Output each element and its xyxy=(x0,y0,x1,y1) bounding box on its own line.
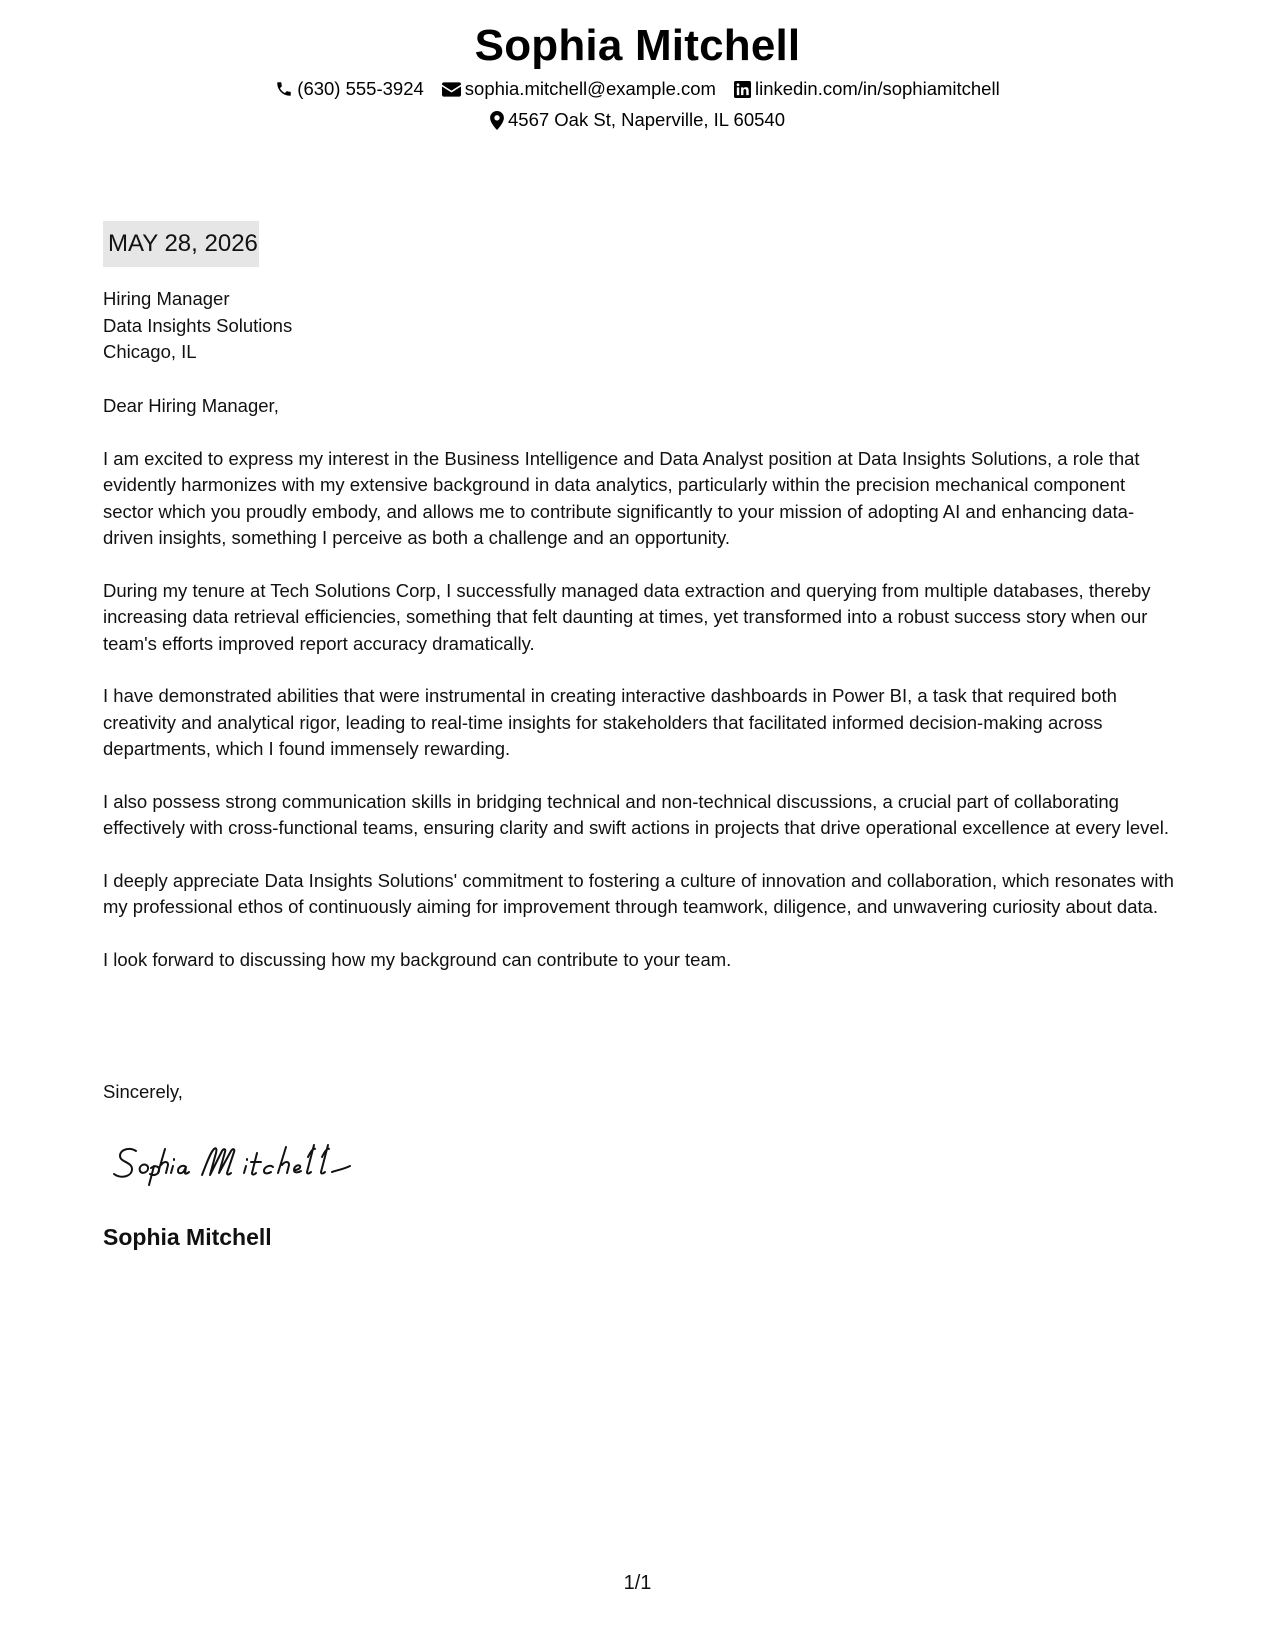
contact-phone xyxy=(275,76,424,102)
page-indicator: 1/1 xyxy=(623,1572,652,1594)
phone-icon xyxy=(275,80,293,98)
linkedin-url[interactable]: linkedin.com/in/sophiamitchell xyxy=(754,78,1000,99)
envelope-icon xyxy=(442,82,461,97)
letter-date: MAY 28, 2026 xyxy=(108,230,258,257)
recipient-location: Chicago, IL xyxy=(103,341,197,362)
salutation: Dear Hiring Manager, xyxy=(103,395,279,416)
body-paragraph: I look forward to discussing how my background can contribute to your team. xyxy=(103,948,732,970)
contact-email xyxy=(442,76,716,102)
recipient-title: Hiring Manager xyxy=(103,288,230,309)
closing: Sincerely, xyxy=(103,1081,183,1102)
phone-number: (630) 555-3924 xyxy=(297,78,424,99)
body-paragraph: I have demonstrated abilities that were instrumental in creating interactive dashboards in Power BI, a task that required both creativity and analytical rigor, leading to real-time insights for stakeholders that facilitated informed decision-making across departments, which I found immensely rewarding. xyxy=(103,685,1117,759)
letter-header xyxy=(0,20,1275,133)
body-paragraph: During my tenure at Tech Solutions Corp, I successfully managed data extraction and querying from multiple databases, thereby increasing data retrieval efficiencies, something that felt daunting at times, yet transformed into a robust success story when our team's efforts improved report accuracy dramatically. xyxy=(103,579,1151,654)
body-paragraph: I deeply appreciate Data Insights Solutions' commitment to fostering a culture of innovation and collaboration, which resonates with my professional ethos of continuously aiming for improvement through teamwork, diligence, and unwavering curiosity about data. xyxy=(103,869,1174,917)
contact-linkedin xyxy=(734,76,1000,102)
signed-name: Sophia Mitchell xyxy=(103,1224,272,1250)
letter-date-box xyxy=(103,221,259,267)
email-address[interactable]: sophia.mitchell@example.com xyxy=(464,78,716,99)
contact-address xyxy=(490,107,785,133)
applicant-name: Sophia Mitchell xyxy=(474,21,801,70)
body-paragraph: I am excited to express my interest in the Business Intelligence and Data Analyst position at Data Insights Solutions, a role that evidently harmonizes with my extensive background in data analytics, particularly within the precision mechanical component sector which you proudly embody, and allows me to contribute significantly to your mission of adopting AI and enhancing data-driven insights, something I perceive as both a challenge and an opportunity. xyxy=(103,447,1140,548)
handwritten-signature xyxy=(110,1135,360,1191)
contact-row-secondary xyxy=(0,107,1275,133)
street-address: 4567 Oak St, Naperville, IL 60540 xyxy=(508,109,785,130)
recipient-block xyxy=(103,286,292,366)
body-paragraph: I also possess strong communication skills in bridging technical and non-technical discussions, a crucial part of collaborating effectively with cross-functional teams, ensuring clarity and swift actions in projects that drive operational excellence at every level. xyxy=(103,790,1169,838)
contact-row-primary xyxy=(0,76,1275,102)
letter-body xyxy=(103,393,1175,999)
recipient-company: Data Insights Solutions xyxy=(103,314,293,336)
linkedin-icon xyxy=(734,81,751,98)
map-marker-icon xyxy=(490,111,504,130)
